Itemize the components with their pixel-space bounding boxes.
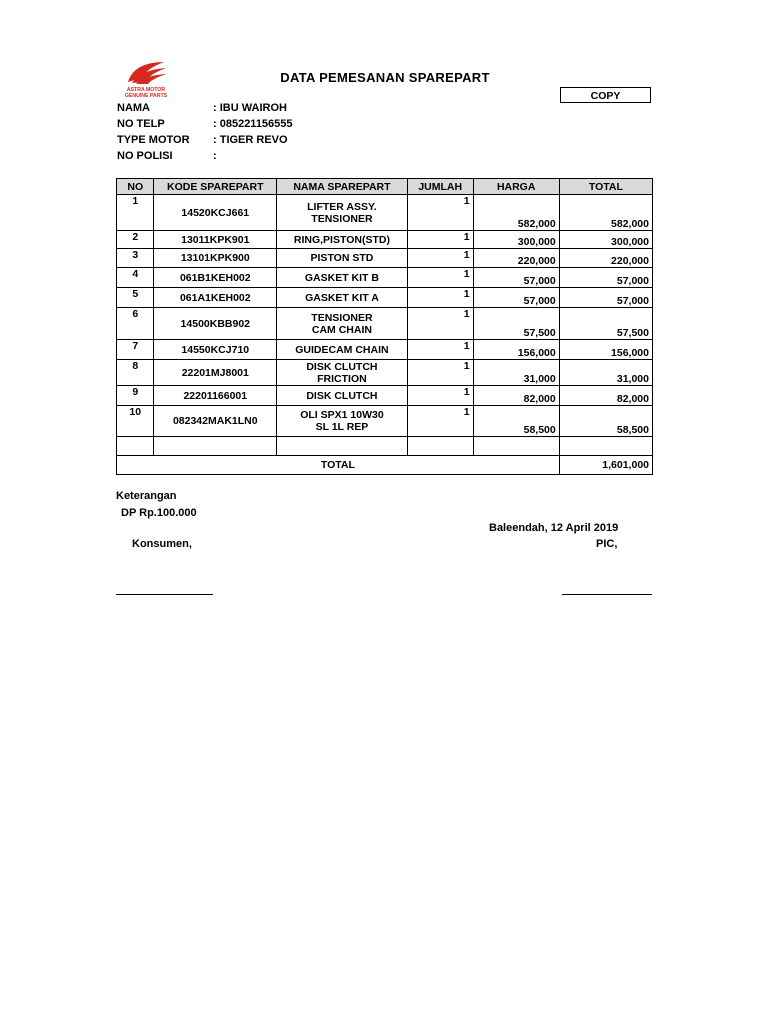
column-header-total: TOTAL [559, 179, 652, 195]
cell-jumlah: 1 [407, 288, 473, 308]
cell-kode: 22201166001 [154, 386, 277, 406]
cell-total: 82,000 [559, 386, 652, 406]
cell-no: 4 [117, 268, 154, 288]
copy-label-box: COPY [560, 87, 651, 103]
cell-empty [559, 437, 652, 456]
info-row-type-motor [117, 134, 413, 150]
cell-harga: 582,000 [473, 195, 559, 231]
nama-line: DISK CLUTCH [306, 360, 378, 373]
cell-total: 220,000 [559, 249, 652, 268]
logo-text-line2: GENUINE PARTS [124, 93, 168, 98]
keterangan-label: Keterangan [116, 490, 177, 502]
cell-total: 57,500 [559, 308, 652, 340]
cell-harga: 57,000 [473, 288, 559, 308]
cell-harga: 82,000 [473, 386, 559, 406]
cell-harga: 156,000 [473, 340, 559, 360]
cell-jumlah: 1 [407, 268, 473, 288]
cell-total: 57,000 [559, 268, 652, 288]
nama-line: GASKET KIT B [304, 271, 379, 284]
cell-nama [277, 288, 408, 308]
column-header-kode: KODE SPAREPART [154, 179, 277, 195]
cell-total: 57,000 [559, 288, 652, 308]
info-label: TYPE MOTOR [117, 134, 190, 146]
cell-jumlah: 1 [407, 231, 473, 249]
table-row [117, 288, 653, 308]
cell-jumlah: 1 [407, 249, 473, 268]
info-row-no-telp [117, 118, 413, 134]
cell-harga: 220,000 [473, 249, 559, 268]
info-row-nama [117, 102, 413, 118]
table-row [117, 308, 653, 340]
cell-nama [277, 231, 408, 249]
table-header-row [117, 179, 653, 195]
column-header-no: NO [117, 179, 154, 195]
cell-total: 58,500 [559, 406, 652, 437]
cell-kode: 22201MJ8001 [154, 360, 277, 386]
cell-kode: 14520KCJ661 [154, 195, 277, 231]
cell-total: 156,000 [559, 340, 652, 360]
pic-label: PIC, [596, 538, 618, 550]
cell-no: 2 [117, 231, 154, 249]
cell-total: 31,000 [559, 360, 652, 386]
info-label: NO POLISI [117, 150, 173, 162]
cell-nama [277, 406, 408, 437]
cell-nama [277, 386, 408, 406]
cell-nama [277, 249, 408, 268]
cell-kode: 14500KBB902 [154, 308, 277, 340]
cell-empty [407, 437, 473, 456]
nama-line: TENSIONER [311, 311, 373, 324]
cell-jumlah: 1 [407, 340, 473, 360]
table-row [117, 340, 653, 360]
cell-no: 10 [117, 406, 154, 437]
table-row [117, 195, 653, 231]
cell-no: 5 [117, 288, 154, 308]
cell-no: 7 [117, 340, 154, 360]
cell-jumlah: 1 [407, 406, 473, 437]
cell-kode: 082342MAK1LN0 [154, 406, 277, 437]
cell-harga: 58,500 [473, 406, 559, 437]
nama-line: DISK CLUTCH [306, 389, 378, 402]
place-date: Baleendah, 12 April 2019 [489, 522, 619, 534]
cell-empty [117, 437, 154, 456]
konsumen-signature-line [116, 594, 213, 595]
cell-empty [473, 437, 559, 456]
nama-line: LIFTER ASSY. [307, 200, 377, 213]
table-row [117, 268, 653, 288]
cell-no: 8 [117, 360, 154, 386]
table-row [117, 249, 653, 268]
info-label: NO TELP [117, 118, 165, 130]
info-label: NAMA [117, 102, 150, 114]
cell-no: 9 [117, 386, 154, 406]
cell-harga: 57,500 [473, 308, 559, 340]
cell-no: 6 [117, 308, 154, 340]
cell-jumlah: 1 [407, 360, 473, 386]
info-value: : 085221156555 [213, 118, 293, 130]
cell-kode: 061B1KEH002 [154, 268, 277, 288]
nama-line: GASKET KIT A [305, 291, 379, 304]
info-value: : TIGER REVO [213, 134, 288, 146]
table-row [117, 406, 653, 437]
cell-harga: 57,000 [473, 268, 559, 288]
nama-line: PISTON STD [310, 252, 374, 264]
cell-jumlah: 1 [407, 195, 473, 231]
logo-text-line1: ASTRA MOTOR [126, 87, 166, 93]
nama-line: GUIDECAM CHAIN [295, 343, 389, 356]
cell-nama [277, 308, 408, 340]
cell-total: 582,000 [559, 195, 652, 231]
konsumen-label: Konsumen, [132, 538, 192, 550]
cell-harga: 300,000 [473, 231, 559, 249]
cell-total: 300,000 [559, 231, 652, 249]
column-header-harga: HARGA [473, 179, 559, 195]
keterangan-value: DP Rp.100.000 [121, 507, 197, 519]
cell-nama [277, 195, 408, 231]
document-title: DATA PEMESANAN SPAREPART [280, 70, 490, 85]
nama-line: FRICTION [317, 372, 367, 385]
sparepart-table [116, 178, 653, 475]
cell-no: 3 [117, 249, 154, 268]
table-row [117, 386, 653, 406]
cell-kode: 14550KCJ710 [154, 340, 277, 360]
column-header-nama: NAMA SPAREPART [277, 179, 408, 195]
nama-line: OLI SPX1 10W30 [300, 409, 384, 421]
column-header-jumlah: JUMLAH [407, 179, 473, 195]
info-value: : [213, 150, 217, 162]
cell-nama [277, 340, 408, 360]
table-row-empty [117, 437, 653, 456]
cell-empty [277, 437, 408, 456]
nama-line: TENSIONER [311, 212, 373, 225]
astra-honda-logo [116, 58, 176, 98]
total-label: TOTAL [117, 456, 560, 475]
table-row [117, 231, 653, 249]
table-total-row [117, 456, 653, 475]
grand-total-value: 1,601,000 [559, 456, 652, 475]
customer-info [117, 102, 413, 166]
nama-line: CAM CHAIN [311, 323, 372, 336]
info-row-no-polisi [117, 150, 413, 166]
cell-kode: 13101KPK900 [154, 249, 277, 268]
table-row [117, 360, 653, 386]
cell-jumlah: 1 [407, 386, 473, 406]
cell-jumlah: 1 [407, 308, 473, 340]
cell-nama [277, 360, 408, 386]
cell-no: 1 [117, 195, 154, 231]
nama-line: SL 1L REP [315, 421, 369, 433]
cell-harga: 31,000 [473, 360, 559, 386]
pic-signature-line [562, 594, 652, 595]
cell-kode: 061A1KEH002 [154, 288, 277, 308]
cell-nama [277, 268, 408, 288]
cell-empty [154, 437, 277, 456]
nama-line: RING,PISTON(STD) [293, 233, 390, 246]
info-value: : IBU WAIROH [213, 102, 287, 114]
cell-kode: 13011KPK901 [154, 231, 277, 249]
